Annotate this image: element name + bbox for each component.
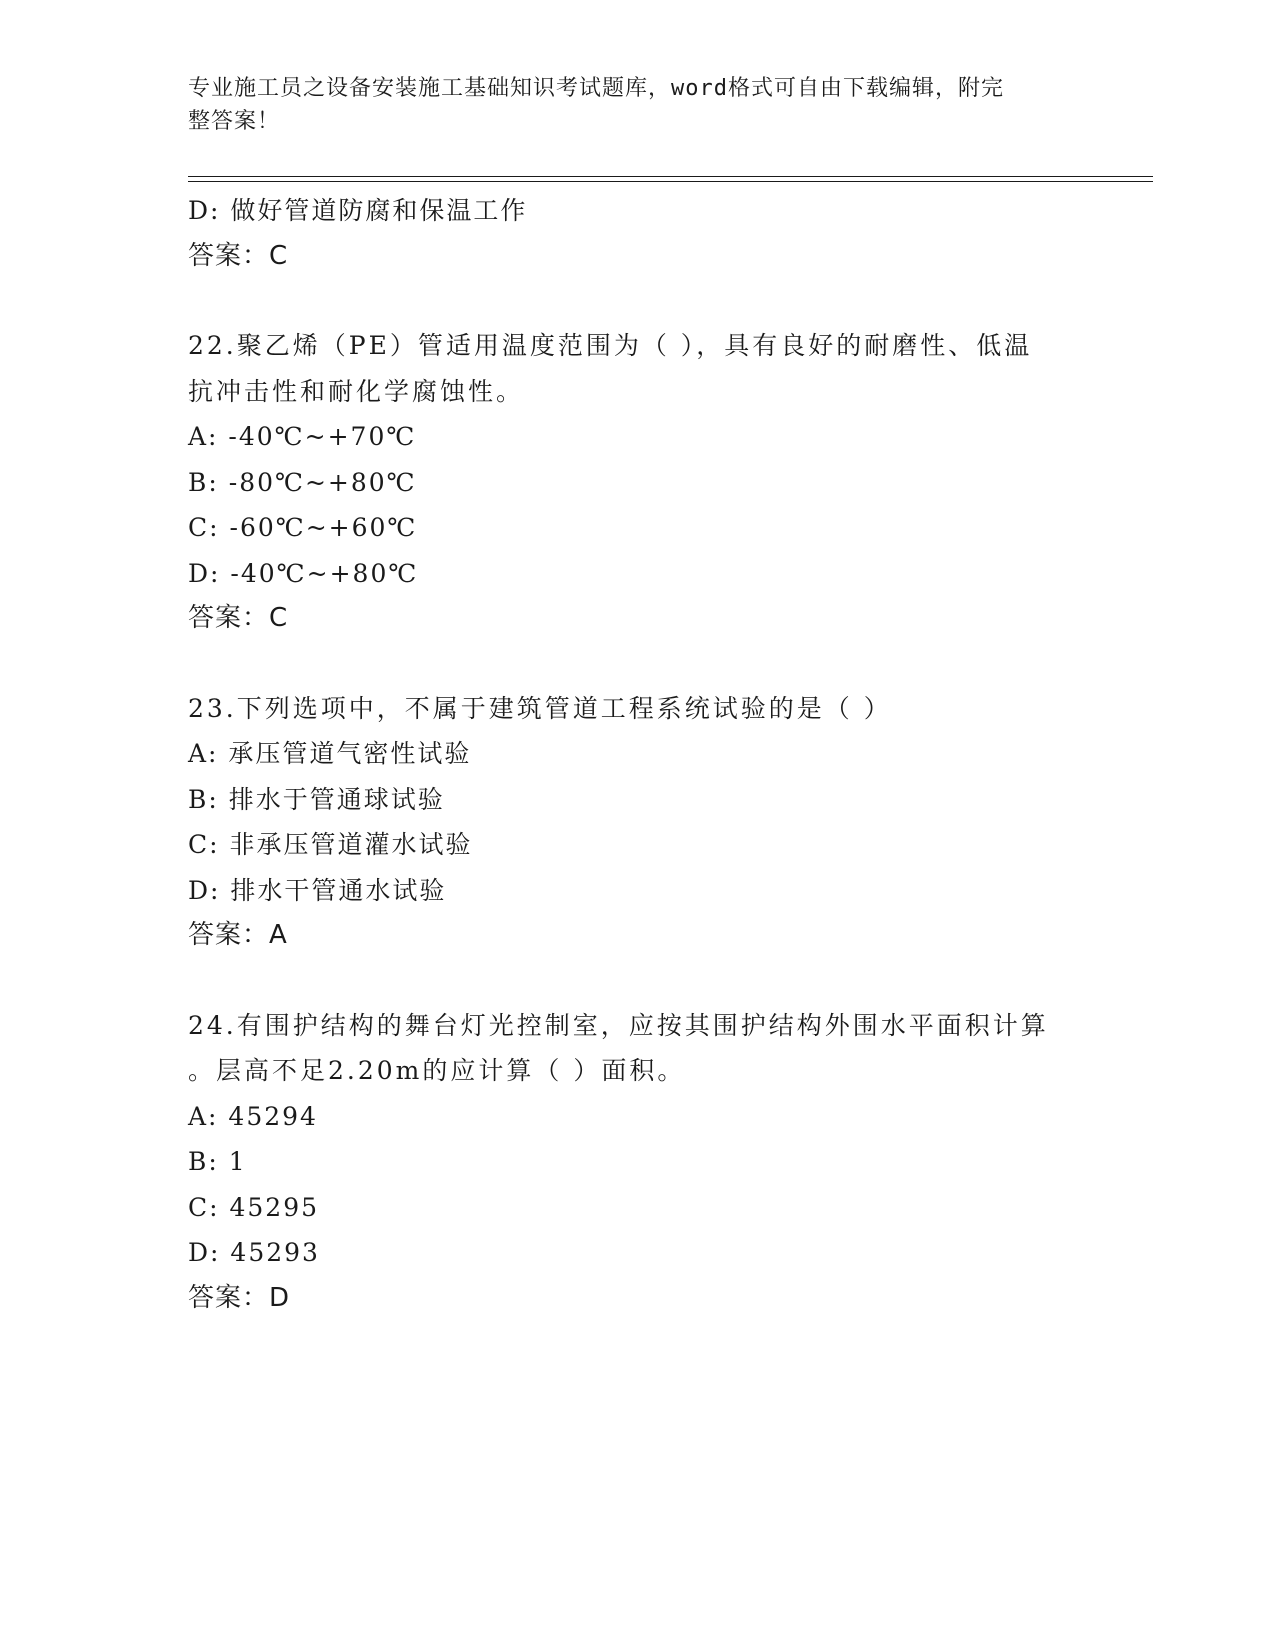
- question-text-line: 23.下列选项中，不属于建筑管道工程系统试验的是（ ）: [188, 693, 892, 723]
- option-d: D: -40℃~+80℃: [188, 558, 419, 588]
- option-c: C: 45295: [188, 1192, 320, 1222]
- option-c: C: -60℃~+60℃: [188, 513, 418, 542]
- answer-line: 答案：A: [188, 920, 288, 950]
- header-divider-top: [188, 176, 1153, 177]
- question-text-line: 。层高不足2.20m的应计算（ ）面积。: [188, 1056, 686, 1085]
- option-c: C: 非承压管道灌水试验: [188, 830, 473, 859]
- question-24: [188, 1003, 1088, 1322]
- option-b: B: -80℃~+80℃: [188, 467, 417, 497]
- option-a: A: 45294: [188, 1101, 318, 1131]
- question-text-line: 抗冲击性和耐化学腐蚀性。: [188, 376, 525, 406]
- option-b: B: 1: [188, 1147, 247, 1176]
- answer-line: 答案：C: [188, 603, 289, 633]
- option-b: B: 排水于管通球试验: [188, 784, 445, 814]
- option-a: A: -40℃~+70℃: [188, 422, 417, 451]
- carryover-question: [188, 188, 1088, 279]
- answer-line: 答案：D: [188, 1282, 291, 1313]
- question-text-line: 24.有围护结构的舞台灯光控制室，应按其围护结构外围水平面积计算: [188, 1010, 1049, 1040]
- header-line-1: 专业施工员之设备安装施工基础知识考试题库，word格式可自由下载编辑，附完: [188, 76, 1004, 101]
- header-line-2: 整答案！: [188, 109, 281, 134]
- header-divider-bottom: [188, 181, 1153, 182]
- document-header: [188, 72, 1068, 138]
- question-text-line: 22.聚乙烯（PE）管适用温度范围为（ ），具有良好的耐磨性、低温: [188, 331, 1033, 360]
- question-22: [188, 323, 1088, 642]
- option-d: D: 45293: [188, 1238, 320, 1267]
- option-d: D: 排水干管通水试验: [188, 875, 447, 905]
- question-23: [188, 686, 1088, 959]
- question-content: [188, 188, 1088, 1321]
- option-d: D: 做好管道防腐和保温工作: [188, 196, 528, 225]
- answer-line: 答案：C: [188, 240, 289, 271]
- option-a: A: 承压管道气密性试验: [188, 739, 472, 768]
